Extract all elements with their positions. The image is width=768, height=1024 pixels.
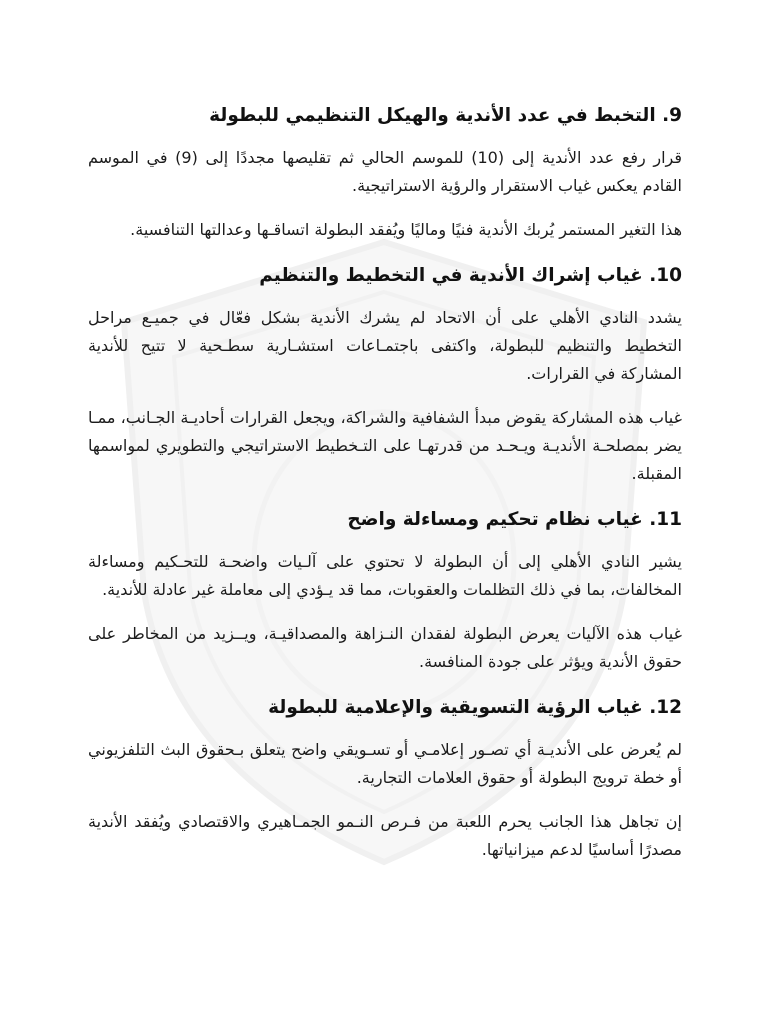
section-paragraph: غياب هذه الآليات يعرض البطولة لفقدان النـزاهة والمصداقيـة، ويــزيد من المخاطر على حقوق الأندية ويؤثر على جودة المنافسة.: [88, 624, 682, 671]
section-paragraph: غياب هذه المشاركة يقوض مبدأ الشفافية والشراكة، ويجعل القرارات أحاديـة الجـانب، ممـا يضر بمصلحـة الأنديـة ويـحـد من قدرتهـا على التـخطيط الاستراتيجي والتطويري لمواسمها المقبلة.: [88, 408, 682, 483]
section-paragraph: إن تجاهل هذا الجانب يحرم اللعبة من فـرص النـمو الجمـاهيري والاقتصادي ويُفقد الأندية مصدرًا أساسيًا لدعم ميزانياتها.: [88, 812, 682, 859]
section-heading: 10. غياب إشراك الأندية في التخطيط والتنظيم: [259, 265, 682, 286]
section-heading: 12. غياب الرؤية التسويقية والإعلامية للبطولة: [268, 697, 682, 718]
section-paragraph: قرار رفع عدد الأندية إلى (10) للموسم الحالي ثم تقليصها مجددًا إلى (9) في الموسم القادم يعكس غياب الاستقرار والرؤية الاستراتيجية.: [88, 148, 682, 195]
section-paragraph: لم يُعرض على الأنديـة أي تصـور إعلامـي أو تسـويقي واضح يتعلق بـحقوق البث التلفزيوني أو خطة ترويج البطولة أو حقوق العلامات التجارية.: [88, 740, 682, 787]
section-paragraph: يشير النادي الأهلي إلى أن البطولة لا تحتوي على آلـيات واضحـة للتحـكيم ومساءلة المخالفات، بما في ذلك التظلمات والعقوبات، مما قد يـؤدي إلى معاملة غير عادلة للأندية.: [88, 552, 682, 599]
section-9: [88, 100, 682, 244]
section-heading: 11. غياب نظام تحكيم ومساءلة واضح: [347, 509, 682, 530]
section-paragraph: هذا التغير المستمر يُربك الأندية فنيًا وماليًا ويُفقد البطولة اتساقـها وعدالتها التنافسية.: [130, 220, 682, 239]
section-10: [88, 260, 682, 488]
section-paragraph: يشدد النادي الأهلي على أن الاتحاد لم يشرك الأندية بشكل فعّال في جميـع مراحل التخطيط والتنظيم للبطولة، واكتفى باجتمـاعات استشـارية سطـحية لا تتيح للأندية المشاركة في القرارات.: [88, 308, 682, 383]
section-heading: 9. التخبط في عدد الأندية والهيكل التنظيمي للبطولة: [209, 105, 682, 126]
section-12: [88, 692, 682, 864]
section-11: [88, 504, 682, 676]
